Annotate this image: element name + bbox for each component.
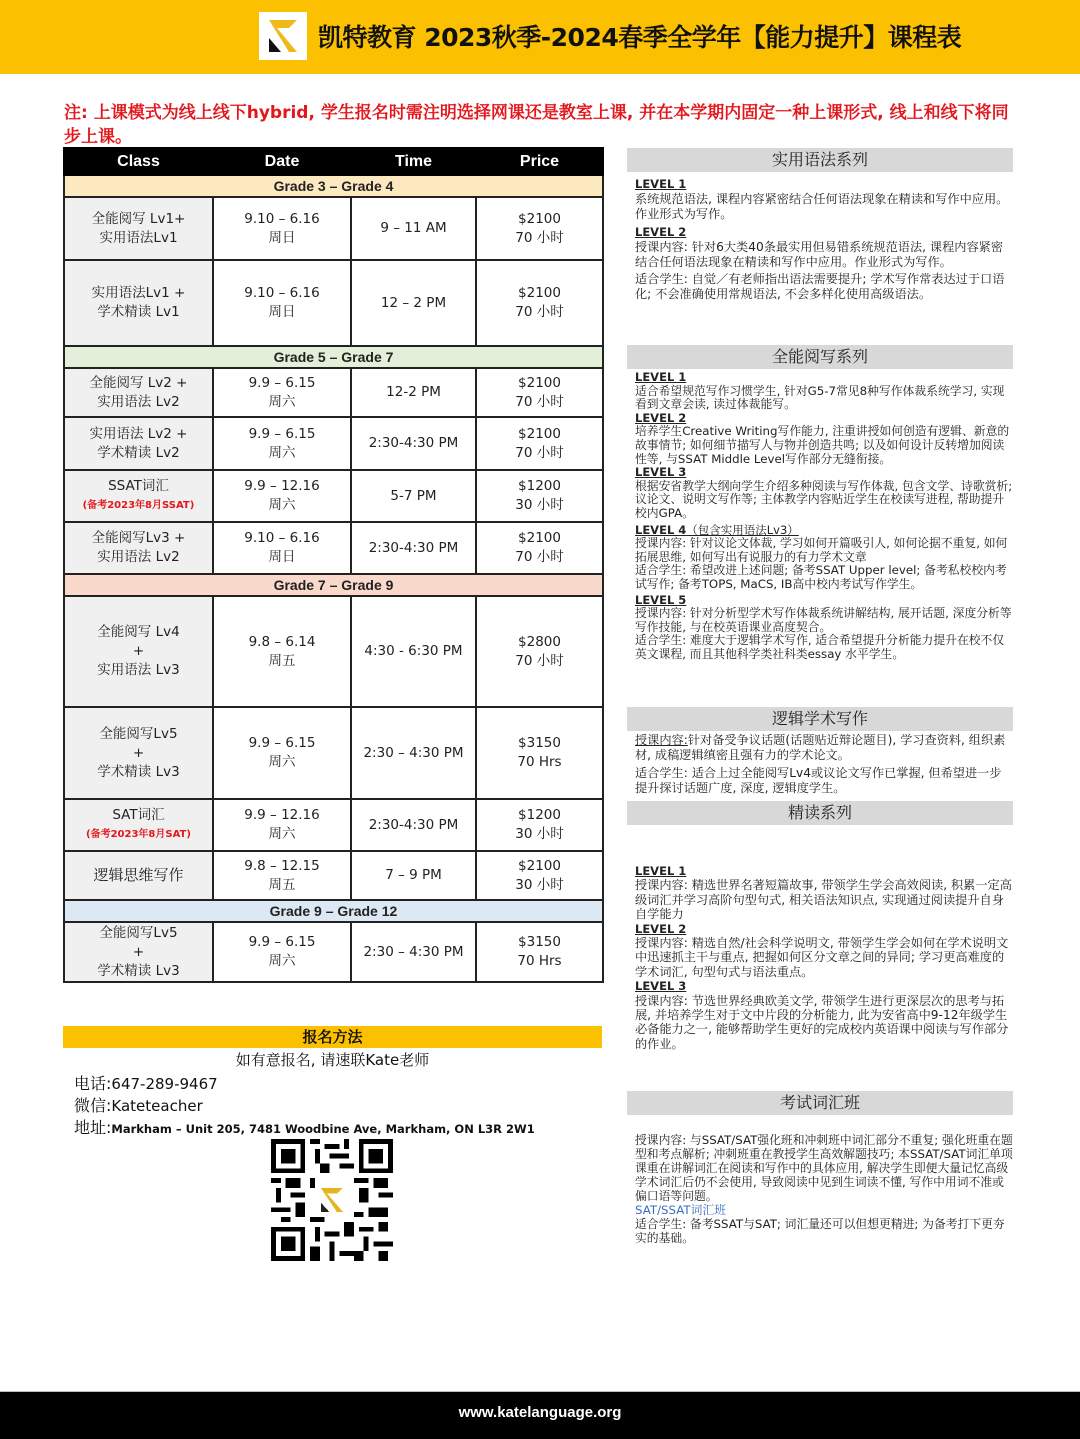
table-row <box>64 522 603 574</box>
date-cell: 9.9 – 12.16 周六 <box>213 470 351 522</box>
price-cell: $2100 70 小时 <box>476 417 603 470</box>
column-header-time: Time <box>351 148 476 175</box>
level-label: LEVEL 3 <box>635 465 687 480</box>
address-text: Markham – Unit 205, 7481 Woodbine Ave, Markham, ON L3R 2W1 <box>111 1122 535 1136</box>
table-row <box>64 470 603 522</box>
class-cell: 全能阅写Lv5 + 学术精读 Lv3 <box>64 922 213 982</box>
price-cell: $1200 30 小时 <box>476 799 603 851</box>
table-row <box>64 596 603 707</box>
vocab-class-heading: 考试词汇班 <box>627 1091 1013 1115</box>
date-cell: 9.8 – 6.14 周五 <box>213 596 351 707</box>
date-cell: 9.9 – 6.15 周六 <box>213 368 351 417</box>
time-cell: 9 – 11 AM <box>351 197 476 260</box>
class-cell: 实用语法Lv1 + 学术精读 Lv1 <box>64 260 213 346</box>
time-cell: 12 – 2 PM <box>351 260 476 346</box>
time-cell: 2:30-4:30 PM <box>351 522 476 574</box>
grammar-series-heading: 实用语法系列 <box>627 148 1013 172</box>
class-cell: SSAT词汇 (备考2023年8月SSAT) <box>64 470 213 522</box>
price-cell: $1200 30 小时 <box>476 470 603 522</box>
class-cell: 实用语法 Lv2 + 学术精读 Lv2 <box>64 417 213 470</box>
table-row <box>64 922 603 982</box>
address-line: 地址:Markham – Unit 205, 7481 Woodbine Ave, Markham, ON L3R 2W1 <box>74 1118 535 1137</box>
logic-writing-body: 授课内容:针对备受争议话题(话题贴近辩论题目), 学习查资料, 组织素材, 成稿逻辑缜密且强有力的学术论文。 适合学生: 适合上过全能阅写Lv4或议论文写作已掌握, 但希望进一步提升探讨话题广度, 深度, 逻辑度学生。 <box>635 733 1006 795</box>
enrollment-heading: 报名方法 <box>63 1026 602 1048</box>
phone-line: 电话:647-289-9467 <box>74 1074 218 1093</box>
table-row <box>64 851 603 900</box>
level-label: LEVEL 3 <box>635 979 687 994</box>
column-header-date: Date <box>213 148 351 175</box>
phone-number[interactable]: 647-289-9467 <box>111 1075 218 1093</box>
logic-writing-heading: 逻辑学术写作 <box>627 707 1013 731</box>
class-cell: 全能阅写Lv3 + 实用语法 Lv2 <box>64 522 213 574</box>
level-label: LEVEL 1 <box>635 177 687 191</box>
level-label: LEVEL 2 <box>635 410 687 425</box>
date-cell: 9.9 – 6.15 周六 <box>213 707 351 799</box>
kate-education-logo-icon <box>259 12 307 60</box>
column-header-class: Class <box>64 148 213 175</box>
table-row <box>64 417 603 470</box>
price-cell: $2100 70 小时 <box>476 522 603 574</box>
time-cell: 2:30-4:30 PM <box>351 799 476 851</box>
level-label: LEVEL 2 <box>635 225 687 239</box>
class-cell: 全能阅写 Lv4 + 实用语法 Lv3 <box>64 596 213 707</box>
class-cell: 全能阅写 Lv2 + 实用语法 Lv2 <box>64 368 213 417</box>
table-row <box>64 368 603 417</box>
class-cell: 全能阅写 Lv1+ 实用语法Lv1 <box>64 197 213 260</box>
price-cell: $2100 70 小时 <box>476 368 603 417</box>
class-cell: 逻辑思维写作 <box>64 851 213 900</box>
level-label: LEVEL 2 <box>635 921 687 936</box>
course-schedule-table <box>63 147 604 983</box>
price-cell: $2100 70 小时 <box>476 260 603 346</box>
reading-writing-series-body: LEVEL 1 适合希望规范写作习惯学生, 针对G5-7常见8种写作体裁系统学习, 实现看到文章会读, 读过体裁能写。 LEVEL 2 培养学生Creative Writing写作能力, 注重讲授如何创造有逻辑、新意的故事情节; 如何细节描写人与物并创造共鸣; 以及如何设计反转增加阅读性等, 与SSAT Middle Level写作部分无缝衔接。 LEVEL 3 根据安省教学大纲向学生介绍多种阅读与写作体裁, 包含文学、诗歌赏析; 议论文、说明文写作等; 主体教学内容贴近学生在校读写进程, 帮助提升校内GPA。 LEVEL 4（包含实用语法Lv3） 授课内容: 针对议论文体裁, 学习如何开篇吸引人, 如何论据不重复, 如何拓展思维, 如何写出有说服力的有力学术文章 适合学生: 希望改进上述问题; 备考SSAT Upper level; 备考私校校内考试写作; 备考TOPS, MaCS, IB高中校内考试写作学生。 LEVEL 5 授课内容: 针对分析型学术写作体裁系统讲解结构, 展开话题, 深度分析等写作技能, 与在校英语课业高度契合。 适合学生: 难度大于逻辑学术写作, 适合希望提升分析能力提升在校不仅英文课程, 而且其他科学类社科类essay 水平学生。 <box>635 370 1013 661</box>
grade-group-header: Grade 5 – Grade 7 <box>64 346 603 368</box>
level-label: LEVEL 1 <box>635 370 687 384</box>
enrollment-intro: 如有意报名, 请速联Kate老师 <box>235 1051 430 1069</box>
time-cell: 2:30-4:30 PM <box>351 417 476 470</box>
intensive-reading-series-heading: 精读系列 <box>627 801 1013 825</box>
price-cell: $3150 70 Hrs <box>476 922 603 982</box>
price-cell: $2100 30 小时 <box>476 851 603 900</box>
table-row <box>64 799 603 851</box>
level-label: LEVEL 4（包含实用语法Lv3） <box>635 522 799 537</box>
grade-group-header: Grade 7 – Grade 9 <box>64 574 603 596</box>
exam-note: (备考2023年8月SAT) <box>86 829 191 840</box>
header-banner <box>0 0 1080 74</box>
wechat-id: Kateteacher <box>111 1097 203 1115</box>
table-row <box>64 707 603 799</box>
class-cell: 全能阅写Lv5 + 学术精读 Lv3 <box>64 707 213 799</box>
date-cell: 9.10 – 6.16 周日 <box>213 522 351 574</box>
footer-bar <box>0 1391 1080 1439</box>
date-cell: 9.9 – 6.15 周六 <box>213 417 351 470</box>
wechat-qr-code-icon <box>271 1139 393 1261</box>
price-cell: $2800 70 小时 <box>476 596 603 707</box>
class-cell: SAT词汇 (备考2023年8月SAT) <box>64 799 213 851</box>
column-header-price: Price <box>476 148 603 175</box>
wechat-line: 微信:Kateteacher <box>74 1096 203 1115</box>
vocab-class-body: 授课内容: 与SSAT/SAT强化班和冲刺班中词汇部分不重复; 强化班重在题型和考点解析; 冲刺班重在教授学生高效解题技巧; 本SSAT/SAT词汇单项课重在讲解词汇在阅读和写作中的具体应用, 解决学生即便大量记忆高级学术词汇后仍不会使用, 导致阅读中见到生词读不懂, 写作中用词不准或偏口语等问题。 SAT/SSAT词汇班 适合学生: 备考SSAT与SAT; 词汇量还可以但想更精进; 为备考打下更夯实的基础。 <box>635 1133 1013 1245</box>
hybrid-mode-note: 注: 上课模式为线上线下hybrid, 学生报名时需注明选择网课还是教室上课, 并在本学期内固定一种上课形式, 线上和线下将同步上课。 <box>64 103 1009 147</box>
time-cell: 4:30 - 6:30 PM <box>351 596 476 707</box>
table-row <box>64 197 603 260</box>
time-cell: 12-2 PM <box>351 368 476 417</box>
table-row <box>64 260 603 346</box>
grammar-series-body: LEVEL 1 系统规范语法, 课程内容紧密结合任何语法现象在精读和写作中应用。作业形式为写作。 LEVEL 2 授课内容: 针对6大类40条最实用但易错系统规范语法, 课程内容紧密结合任何语法现象在精读和写作中应用。作业形式为写作。 适合学生: 自觉／有老师指出语法需要提升; 学术写作常表达过于口语化; 不会准确使用常规语法, 不会多样化使用高级语法。 <box>635 177 1013 302</box>
price-cell: $3150 70 Hrs <box>476 707 603 799</box>
intensive-reading-series-body: LEVEL 1 授课内容: 精选世界名著短篇故事, 带领学生学会高效阅读, 积累一定高级词汇并学习高阶句型句式, 相关语法知识点, 实现通过阅读提升自身自学能力 LEVEL 2 授课内容: 精选自然/社会科学说明文, 带领学生学会如何在学术说明文中迅速抓主干与重点, 把握如何区分文章之间的异同; 学习更高难度的学术词汇, 句型句式与语法重点。 LEVEL 3 授课内容: 节选世界经典欧美文学, 带领学生进行更深层次的思考与拓展, 并培养学生对于文中片段的分析能力, 此为安省高中9-12年级学生必备能力之一, 能够帮助学生更好的完成校内英语课中阅读与写作部分的作业。 <box>635 864 1012 1051</box>
time-cell: 2:30 – 4:30 PM <box>351 922 476 982</box>
date-cell: 9.9 – 12.16 周六 <box>213 799 351 851</box>
time-cell: 7 – 9 PM <box>351 851 476 900</box>
reading-writing-series-heading: 全能阅写系列 <box>627 345 1013 369</box>
exam-note: (备考2023年8月SSAT) <box>82 500 195 511</box>
vocab-class-link[interactable]: SAT/SSAT词汇班 <box>635 1203 726 1217</box>
date-cell: 9.9 – 6.15 周六 <box>213 922 351 982</box>
table-header-row <box>64 148 603 175</box>
page-title: 凯特教育 2023秋季-2024春季全学年【能力提升】课程表 <box>318 23 962 52</box>
time-cell: 2:30 – 4:30 PM <box>351 707 476 799</box>
level-label: LEVEL 1 <box>635 864 687 878</box>
date-cell: 9.8 – 12.15 周五 <box>213 851 351 900</box>
price-cell: $2100 70 小时 <box>476 197 603 260</box>
level-label: LEVEL 5 <box>635 592 687 607</box>
time-cell: 5-7 PM <box>351 470 476 522</box>
date-cell: 9.10 – 6.16 周日 <box>213 197 351 260</box>
website-link[interactable]: www.katelanguage.org <box>458 1404 622 1421</box>
date-cell: 9.10 – 6.16 周日 <box>213 260 351 346</box>
grade-group-header: Grade 3 – Grade 4 <box>64 175 603 197</box>
grade-group-header: Grade 9 – Grade 12 <box>64 900 603 922</box>
